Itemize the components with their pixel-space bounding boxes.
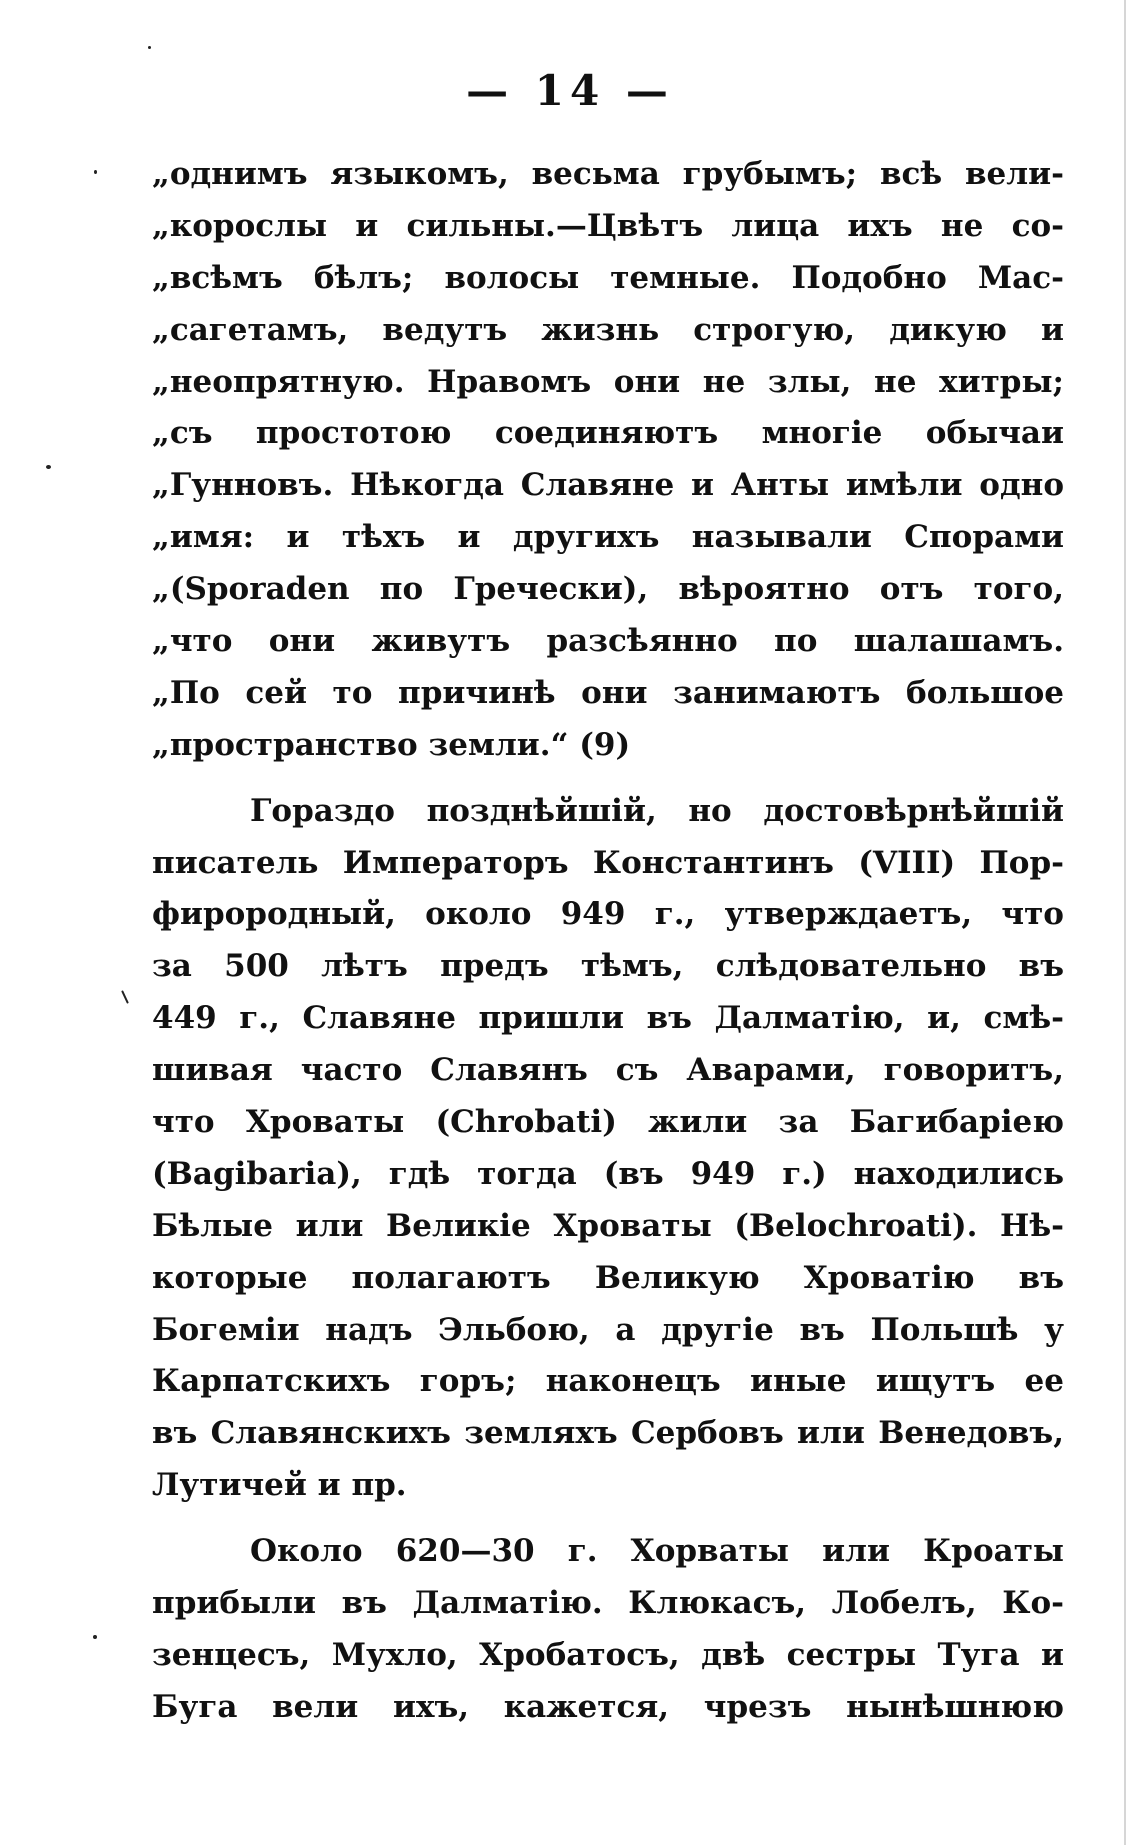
text-line: фирородный, около 949 г., утверждаетъ, что <box>152 896 1064 933</box>
scan-speck <box>148 46 151 49</box>
text-line: Около 620—30 г. Хорваты или Кроаты <box>250 1533 1064 1570</box>
text-line: „неопрятную. Нравомъ они не злы, не хитры; <box>152 363 1064 400</box>
text-line: „съ простотою соединяютъ многіе обычаи <box>152 415 1064 452</box>
scan-speck <box>46 465 51 469</box>
text-line: „Гунновъ. Нѣкогда Славяне и Анты имѣли одно <box>152 467 1064 504</box>
text-line: Богеміи надъ Эльбою, а другіе въ Польшѣ у <box>152 1311 1064 1348</box>
text-line: „сагетамъ, ведутъ жизнь строгую, дикую и <box>152 311 1064 348</box>
text-line: „По сей то причинѣ они занимаютъ большое <box>152 674 1064 711</box>
page-edge-shadow <box>1124 0 1126 1845</box>
text-line: Гораздо позднѣйшій, но достовѣрнѣйшій <box>250 792 1064 829</box>
text-line: Лутичей и пр. <box>152 1467 407 1504</box>
text-line: „всѣмъ бѣлъ; волосы темные. Подобно Мас- <box>152 259 1064 296</box>
text-line: Карпатскихъ горъ; наконецъ иные ищутъ ее <box>152 1363 1064 1400</box>
text-line: „(Sporaden по Гречески), вѣроятно отъ того, <box>152 571 1064 608</box>
text-line: за 500 лѣтъ предъ тѣмъ, слѣдовательно въ <box>152 948 1064 985</box>
paragraph <box>152 148 1064 771</box>
text-line: „пространство земли.“ (9) <box>152 726 631 763</box>
text-line: „что они живутъ разсѣянно по шалашамъ. <box>152 623 1064 660</box>
text-line: „имя: и тѣхъ и другихъ называли Спорами <box>152 519 1064 556</box>
text-line: 449 г., Славяне пришли въ Далматію, и, смѣ- <box>152 1000 1064 1037</box>
paragraph <box>152 1525 1064 1733</box>
text-line: шивая часто Славянъ съ Аварами, говоритъ, <box>152 1052 1064 1089</box>
text-line: Буга вели ихъ, кажется, чрезъ нынѣшнюю <box>152 1688 1064 1725</box>
paragraph-gap <box>152 1511 1064 1525</box>
scan-speck <box>121 990 129 1004</box>
scan-speck <box>94 170 97 174</box>
paragraph <box>152 785 1064 1511</box>
text-line: что Хроваты (Chrobati) жили за Багибаріею <box>152 1104 1064 1141</box>
scan-speck <box>93 1635 97 1639</box>
body-text <box>152 148 1064 1733</box>
text-line: которые полагаютъ Великую Хроватію въ <box>152 1259 1064 1296</box>
text-line: въ Славянскихъ земляхъ Сербовъ или Венедовъ, <box>152 1415 1064 1452</box>
text-line: Бѣлые или Великіе Хроваты (Belochroati). Нѣ- <box>152 1207 1064 1244</box>
text-line: „корослы и сильны.—Цвѣтъ лица ихъ не со- <box>152 207 1064 244</box>
text-line: писатель Императоръ Константинъ (VIII) Пор- <box>152 844 1064 881</box>
text-line: прибыли въ Далматію. Клюкасъ, Лобелъ, Ко- <box>152 1585 1064 1622</box>
page-number: — 14 — <box>466 66 674 115</box>
text-line: (Bagibaria), гдѣ тогда (въ 949 г.) находились <box>152 1155 1064 1192</box>
text-line: „однимъ языкомъ, весьма грубымъ; всѣ вели- <box>152 156 1064 192</box>
text-line: зенцесъ, Мухло, Хробатосъ, двѣ сестры Туга и <box>152 1636 1064 1673</box>
paragraph-gap <box>152 771 1064 785</box>
